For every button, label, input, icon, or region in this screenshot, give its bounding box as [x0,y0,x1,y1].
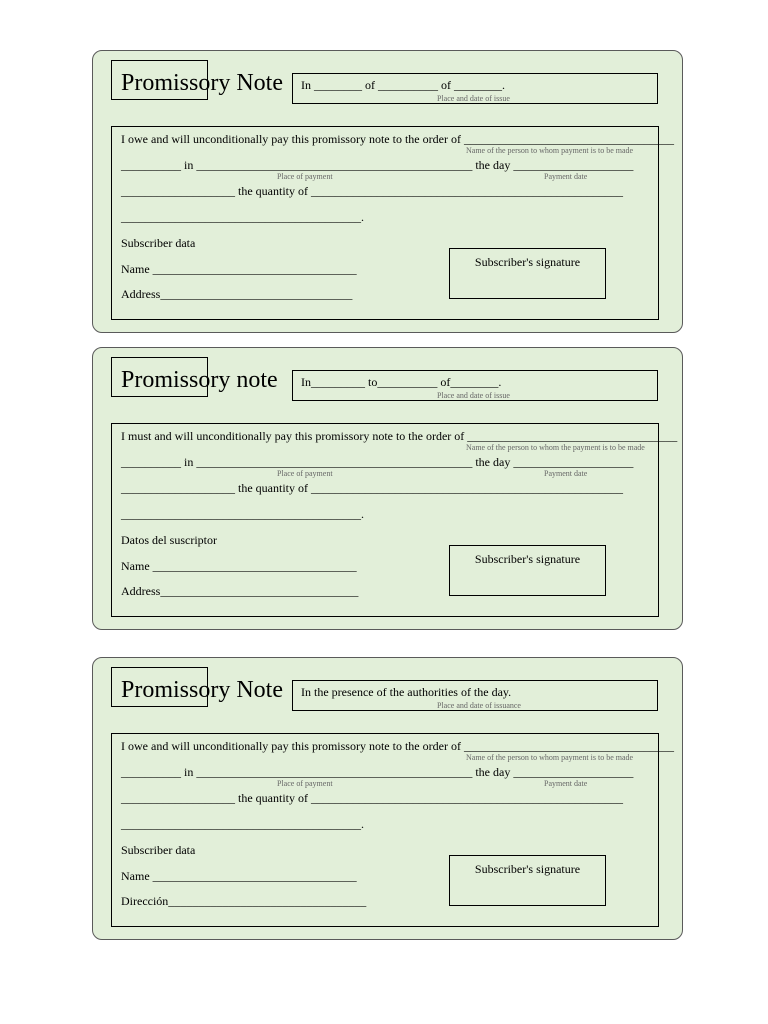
signature-box[interactable] [449,545,606,596]
continuation-line[interactable]: ________________________________________. [121,817,364,831]
place-date-field[interactable]: In ________ of __________ of ________. [301,78,505,92]
place-date-box [292,370,658,401]
subscriber-heading: Subscriber data [121,236,196,250]
place-date-field[interactable]: In_________ to__________ of________. [301,375,502,389]
note-title: Promissory Note [121,70,283,96]
subscriber-heading: Datos del suscriptor [121,533,217,547]
note-title: Promissory Note [121,677,283,703]
name-line[interactable]: Name __________________________________ [121,559,357,573]
place-date-caption: Place and date of issuance [437,701,521,710]
signature-label: Subscriber's signature [474,552,581,566]
address-line[interactable]: Address_________________________________ [121,584,359,598]
order-line[interactable]: I owe and will unconditionally pay this promissory note to the order of ___________________________________ [121,132,674,146]
payment-line[interactable]: __________ in ______________________________________________ the day ____________________ [121,158,634,172]
place-date-box [292,680,658,711]
quantity-line[interactable]: ___________________ the quantity of ____________________________________________________ [121,791,623,805]
place-date-caption: Place and date of issue [437,94,510,103]
name-line[interactable]: Name __________________________________ [121,262,357,276]
promissory-note-card-3 [92,657,683,940]
note-title: Promissory note [121,367,278,393]
place-date-caption: Place and date of issue [437,391,510,400]
payee-caption: Name of the person to whom the payment is to be made [466,443,645,452]
name-line[interactable]: Name __________________________________ [121,869,357,883]
signature-box[interactable] [449,248,606,299]
place-date-box [292,73,658,104]
note-body [111,733,674,927]
quantity-line[interactable]: ___________________ the quantity of ____________________________________________________ [121,184,623,198]
address-line[interactable]: Dirección_________________________________ [121,894,367,908]
address-line[interactable]: Address________________________________ [121,287,353,301]
payment-date-caption: Payment date [544,172,588,181]
signature-label: Subscriber's signature [474,862,581,876]
note-body [111,423,678,617]
order-line[interactable]: I owe and will unconditionally pay this promissory note to the order of ___________________________________ [121,739,674,753]
place-of-payment-caption: Place of payment [277,469,333,478]
payee-caption: Name of the person to whom payment is to be made [466,146,634,155]
payment-line[interactable]: __________ in ______________________________________________ the day ____________________ [121,455,634,469]
signature-box[interactable] [449,855,606,906]
continuation-line[interactable]: ________________________________________. [121,507,364,521]
note-body [111,126,674,320]
payee-caption: Name of the person to whom payment is to be made [466,753,634,762]
promissory-note-card-2 [92,347,683,630]
quantity-line[interactable]: ___________________ the quantity of ____________________________________________________ [121,481,623,495]
order-line[interactable]: I must and will unconditionally pay this promissory note to the order of ___________________________________ [121,429,678,443]
payment-line[interactable]: __________ in ______________________________________________ the day ____________________ [121,765,634,779]
continuation-line[interactable]: ________________________________________. [121,210,364,224]
payment-date-caption: Payment date [544,469,588,478]
subscriber-heading: Subscriber data [121,843,196,857]
payment-date-caption: Payment date [544,779,588,788]
place-date-field[interactable]: In the presence of the authorities of the day. [301,685,512,699]
signature-label: Subscriber's signature [474,255,581,269]
promissory-note-card-1 [92,50,683,333]
place-of-payment-caption: Place of payment [277,779,333,788]
place-of-payment-caption: Place of payment [277,172,333,181]
